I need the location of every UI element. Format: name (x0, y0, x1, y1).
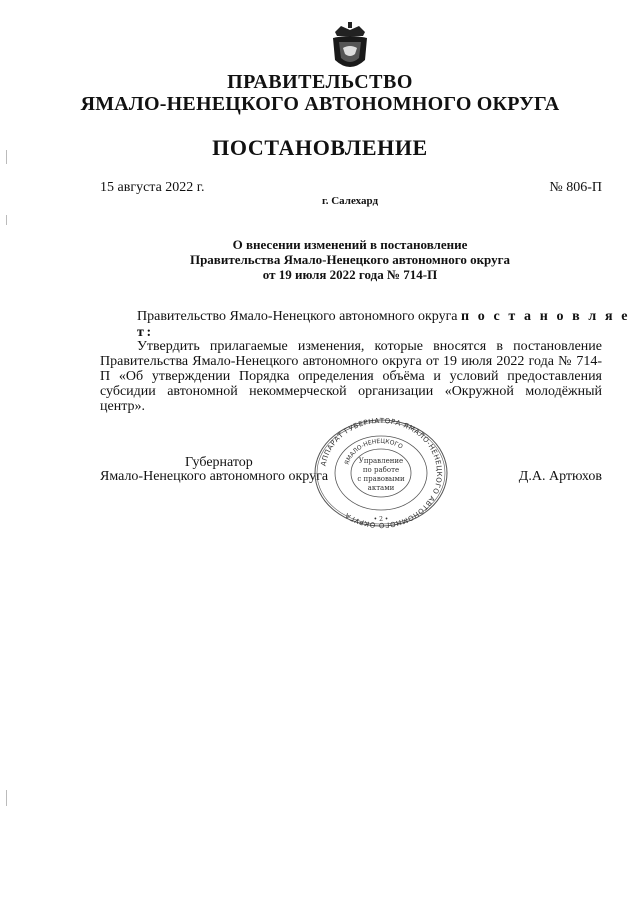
decree-word: п о с т а н о в л я е т: (137, 309, 631, 340)
stamp-center-line: с правовыми (357, 475, 405, 483)
decree-intro-paragraph (137, 309, 640, 341)
coat-of-arms-emblem-icon (327, 22, 373, 74)
body-paragraph (100, 339, 602, 414)
document-subject (90, 237, 610, 282)
org-name-line1: ПРАВИТЕЛЬСТВО (227, 71, 413, 93)
scan-margin-mark (6, 215, 7, 225)
document-number: № 806-П (549, 180, 602, 195)
stamp-center-line: Управление (358, 457, 404, 465)
decree-intro-text: Правительство Ямало-Ненецкого автономного округа (137, 309, 458, 324)
subject-line: О внесении изменений в постановление (232, 237, 468, 252)
org-name-line2: ЯМАЛО-НЕНЕЦКОГО АВТОНОМНОГО ОКРУГА (80, 93, 560, 115)
signer-title-line1: Губернатор (185, 455, 253, 470)
document-type-title: ПОСТАНОВЛЕНИЕ (212, 135, 428, 160)
stamp-inner-text-span: ЯМАЛО-НЕНЕЦКОГО (343, 437, 404, 466)
scan-margin-mark (6, 790, 7, 806)
signer-title-line2: Ямало-Ненецкого автономного округа (100, 469, 329, 484)
stamp-center-line: актами (367, 484, 395, 492)
stamp-center-line: по работе (362, 466, 400, 474)
subject-line: Правительства Ямало-Ненецкого автономного округа (189, 252, 511, 267)
subject-line: от 19 июля 2022 года № 714-П (262, 267, 438, 282)
signer-name: Д.А. Артюхов (518, 469, 602, 484)
official-stamp (311, 417, 451, 529)
stamp-outer-text-span: АППАРАТ ГУБЕРНАТОРА ЯМАЛО-НЕНЕЦКОГО АВТОНОМНОГО ОКРУГА (319, 417, 444, 529)
document-city: г. Салехард (321, 195, 379, 207)
body-paragraph-text: Утвердить прилагаемые изменения, которые вносятся в постановление Правительства Ямало-Ненецкого автономного округа от 19 июля 2022 года № 714-П «Об утверждении Порядка определения объёма и условий предоставления субсидии автономной некоммерческой организации «Окружной молодёжный центр». (100, 339, 602, 414)
stamp-bottom-mark: • 2 • (373, 516, 389, 523)
document-date: 15 августа 2022 г. (100, 180, 205, 195)
